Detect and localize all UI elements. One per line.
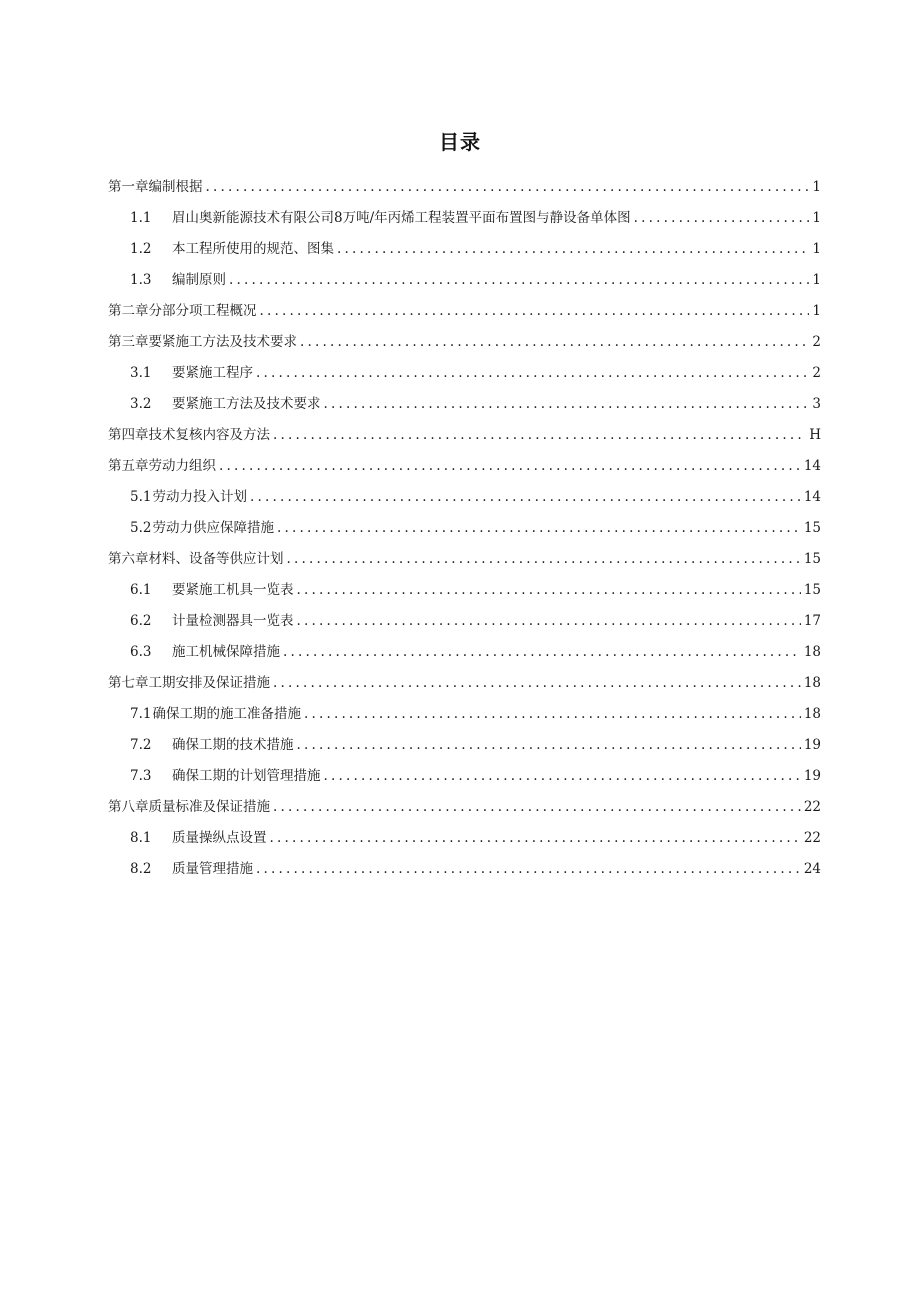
- toc-entry-label: 第四章技术复核内容及方法: [108, 427, 270, 443]
- toc-entry-label: 质量管理措施: [172, 861, 253, 877]
- toc-dot-leader: [324, 389, 810, 420]
- toc-entry[interactable]: [108, 575, 821, 606]
- toc-entry-label: 第三章要紧施工方法及技术要求: [108, 334, 297, 350]
- toc-dot-leader: [324, 761, 801, 792]
- toc-entry-number: 8.1: [130, 830, 152, 846]
- toc-entry[interactable]: [108, 482, 821, 513]
- toc-entry-page-number: 22: [803, 799, 821, 815]
- toc-dot-leader: [273, 792, 801, 823]
- toc-entry-label: 要紧施工程序: [172, 365, 253, 381]
- toc-entry-number: 3.1: [130, 365, 152, 381]
- toc-dot-leader: [206, 172, 810, 203]
- toc-entry-number: 1.1: [130, 210, 152, 226]
- toc-entry-label: 第二章分部分项工程概况: [108, 303, 257, 319]
- toc-entry-page-number: 2: [812, 334, 821, 350]
- toc-entry-number: 7.1: [130, 706, 152, 722]
- toc-dot-leader: [297, 730, 801, 761]
- toc-entry-label: 确保工期的技术措施: [172, 737, 294, 753]
- toc-entry-label: 劳动力投入计划: [152, 489, 247, 505]
- toc-dot-leader: [256, 854, 801, 885]
- toc-entry-page-number: 18: [803, 675, 821, 691]
- toc-entry-label: 本工程所使用的规范、图集: [172, 241, 334, 257]
- toc-entry-label: 眉山奥新能源技术有限公司8万吨/年丙烯工程装置平面布置图与静设备单体图: [172, 210, 631, 226]
- toc-entry-page-number: 22: [803, 830, 821, 846]
- toc-entry-page-number: 1: [812, 179, 821, 195]
- toc-entry[interactable]: [108, 699, 821, 730]
- toc-dot-leader: [256, 358, 809, 389]
- toc-entry[interactable]: [108, 358, 821, 389]
- toc-entry-label: 第一章编制根据: [108, 179, 203, 195]
- toc-entry[interactable]: [108, 730, 821, 761]
- toc-entry-number: 7.2: [130, 737, 152, 753]
- toc-entry-page-number: 1: [812, 210, 821, 226]
- toc-entry-page-number: 15: [803, 520, 821, 536]
- toc-entry-page-number: 1: [812, 241, 821, 257]
- toc-entry-label: 第七章工期安排及保证措施: [108, 675, 270, 691]
- toc-dot-leader: [283, 637, 801, 668]
- toc-dot-leader: [260, 296, 810, 327]
- toc-entry[interactable]: [108, 513, 821, 544]
- toc-entry[interactable]: [108, 327, 821, 358]
- toc-entry-page-number: 14: [803, 458, 821, 474]
- toc-entry[interactable]: [108, 172, 821, 203]
- toc-entry[interactable]: [108, 668, 821, 699]
- toc-entry-page-number: H: [809, 427, 821, 443]
- toc-dot-leader: [297, 575, 801, 606]
- toc-entry[interactable]: [108, 854, 821, 885]
- toc-dot-leader: [337, 234, 809, 265]
- toc-entry[interactable]: [108, 761, 821, 792]
- toc-entry-number: 5.2: [130, 520, 152, 536]
- toc-entry-number: 1.3: [130, 272, 152, 288]
- toc-entry-number: 8.2: [130, 861, 152, 877]
- toc-entry[interactable]: [108, 234, 821, 265]
- toc-dot-leader: [297, 606, 801, 637]
- toc-entry-page-number: 24: [803, 861, 821, 877]
- toc-entry-label: 编制原则: [172, 272, 226, 288]
- toc-entry[interactable]: [108, 823, 821, 854]
- toc-entry-page-number: 1: [812, 272, 821, 288]
- toc-entry-label: 确保工期的计划管理措施: [172, 768, 321, 784]
- toc-dot-leader: [270, 823, 801, 854]
- toc-entry-page-number: 18: [803, 706, 821, 722]
- toc-entry-number: 6.1: [130, 582, 152, 598]
- toc-entry[interactable]: [108, 389, 821, 420]
- toc-entry-page-number: 2: [812, 365, 821, 381]
- toc-entry-label: 质量操纵点设置: [172, 830, 267, 846]
- toc-entry-number: 7.3: [130, 768, 152, 784]
- toc-entry-page-number: 18: [803, 644, 821, 660]
- toc-entry[interactable]: [108, 451, 821, 482]
- toc-dot-leader: [634, 203, 810, 234]
- toc-entry-number: 1.2: [130, 241, 152, 257]
- toc-entry-page-number: 14: [803, 489, 821, 505]
- toc-dot-leader: [287, 544, 801, 575]
- toc-entry-page-number: 17: [803, 613, 821, 629]
- toc-entry-label: 要紧施工机具一览表: [172, 582, 294, 598]
- toc-entry-label: 计量检测器具一览表: [172, 613, 294, 629]
- toc-dot-leader: [229, 265, 809, 296]
- toc-entry[interactable]: [108, 265, 821, 296]
- toc-entry-label: 第八章质量标准及保证措施: [108, 799, 270, 815]
- toc-entry[interactable]: [108, 296, 821, 327]
- toc-dot-leader: [273, 668, 801, 699]
- toc-entry-number: 3.2: [130, 396, 152, 412]
- toc-entry-number: 5.1: [130, 489, 152, 505]
- toc-entry-page-number: 19: [803, 737, 821, 753]
- toc-entry-label: 第六章材料、设备等供应计划: [108, 551, 284, 567]
- toc-entry[interactable]: [108, 606, 821, 637]
- toc-dot-leader: [304, 699, 801, 730]
- toc-dot-leader: [273, 420, 806, 451]
- toc-list: [108, 172, 821, 885]
- toc-dot-leader: [250, 482, 801, 513]
- toc-entry-page-number: 1: [812, 303, 821, 319]
- toc-entry[interactable]: [108, 637, 821, 668]
- toc-entry-number: 6.2: [130, 613, 152, 629]
- toc-entry-label: 确保工期的施工准备措施: [152, 706, 301, 722]
- toc-entry[interactable]: [108, 544, 821, 575]
- toc-dot-leader: [219, 451, 801, 482]
- toc-entry-page-number: 19: [803, 768, 821, 784]
- toc-entry-page-number: 15: [803, 551, 821, 567]
- toc-dot-leader: [300, 327, 809, 358]
- toc-entry-page-number: 15: [803, 582, 821, 598]
- toc-entry-label: 第五章劳动力组织: [108, 458, 216, 474]
- toc-entry-label: 要紧施工方法及技术要求: [172, 396, 321, 412]
- toc-entry[interactable]: [108, 792, 821, 823]
- toc-entry-page-number: 3: [812, 396, 821, 412]
- toc-entry[interactable]: [108, 420, 821, 451]
- toc-dot-leader: [277, 513, 801, 544]
- toc-entry-number: 6.3: [130, 644, 152, 660]
- toc-entry-label: 施工机械保障措施: [172, 644, 280, 660]
- toc-entry[interactable]: [108, 203, 821, 234]
- page-title: 目录: [439, 130, 481, 154]
- toc-entry-label: 劳动力供应保障措施: [152, 520, 274, 536]
